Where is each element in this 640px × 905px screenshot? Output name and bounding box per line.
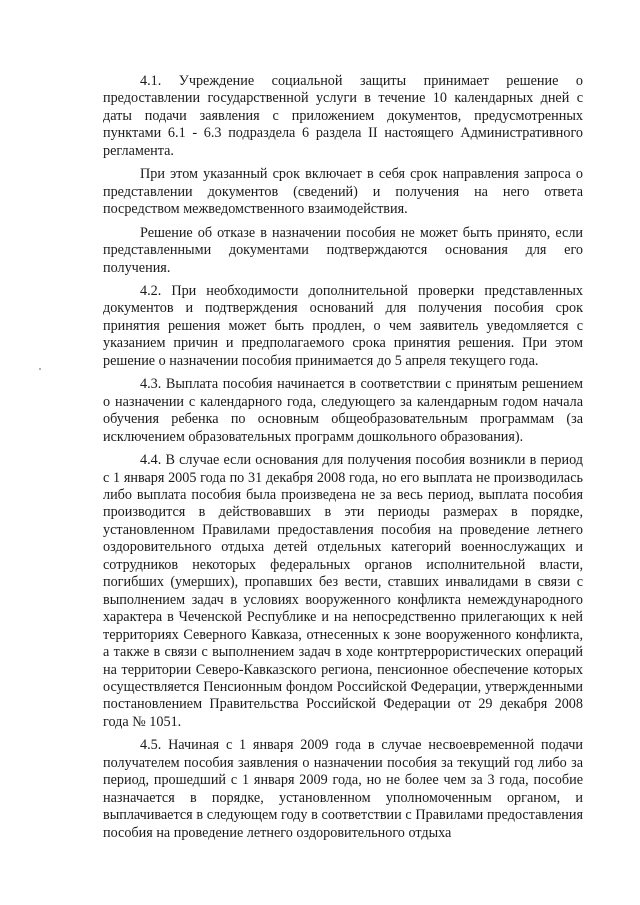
paragraph-4-2: 4.2. При необходимости дополнительной проверки представленных документов и подтверждения оснований для получения пособия срок принятия решения может быть продлен, о чем заявитель уведомляется с указанием причин и предполагаемого срока принятия решения. При этом решение о назначении пособия принимается до 5 апреля текущего года. — [103, 282, 583, 369]
paragraph-4-1: 4.1. Учреждение социальной защиты принимает решение о предоставлении государственной услуги в течение 10 календарных дней с даты подачи заявления с приложением документов, предусмотренных пунктами 6.1 - 6.3 подраздела 6 раздела II настоящего Административного регламента. — [103, 73, 583, 159]
paragraph-4-4: 4.4. В случае если основания для получения пособия возникли в период с 1 января 2005 года по 31 декабря 2008 года, но его выплата не производилась либо выплата пособия была произведена не за весь период, выплата пособия производится в действовавших в эти периоды размерах в порядке, установленном Правилами предоставления пособия на проведение летнего оздоровительного отдыха детей отдельных категорий военнослужащих и сотрудников некоторых федеральных органов исполнительной власти, погибших (умерших), пропавших без вести, ставших инвалидами в связи с выполнением задач в условиях вооруженного конфликта немеждународного характера в Чеченской Республике и на непосредственно прилегающих к ней территориях Северного Кавказа, отнесенных к зоне вооруженного конфликта, а также в связи с выполнением задач в ходе контртеррористических операций на территории Северо-Кавказского региона, пенсионное обеспечение которых осуществляется Пенсионным фондом Российской Федерации, утвержденными постановлением Правительства Российской Федерации от 29 декабря 2008 года № 1051. — [103, 452, 583, 730]
paragraph-4-3: 4.3. Выплата пособия начинается в соответствии с принятым решением о назначении с календарного года, следующего за календарным годом начала обучения ребенка по основным общеобразовательным программам (за исключением образовательных программ дошкольного образования). — [103, 376, 583, 445]
margin-speck — [39, 368, 41, 370]
paragraph-4-1-term-note: При этом указанный срок включает в себя срок направления запроса о представлении документов (сведений) и получения на него ответа посредством межведомственного взаимодействия. — [103, 166, 583, 218]
paragraph-4-5: 4.5. Начиная с 1 января 2009 года в случае несвоевременной подачи получателем пособия заявления о назначении пособия за текущий год либо за период, прошедший с 1 января 2009 года, но не более чем за 3 года, пособие назначается в порядке, установленном уполномоченным органом, и выплачивается в следующем году в соответствии с Правилами предоставления пособия на проведение летнего оздоровительного отдыха — [103, 737, 583, 841]
paragraph-refusal-note: Решение об отказе в назначении пособия не может быть принято, если представленными документами подтверждаются основания для его получения. — [103, 224, 583, 276]
document-page — [103, 73, 583, 842]
